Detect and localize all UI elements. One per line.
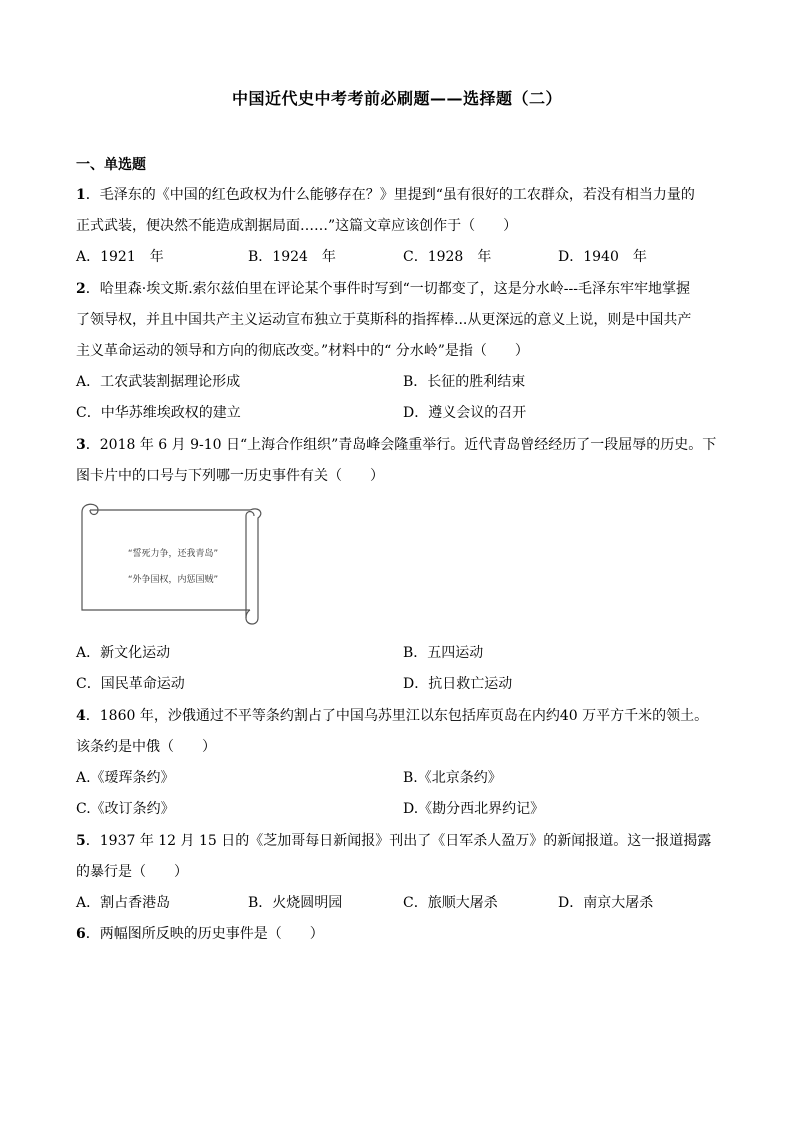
q1-option-d: D．1940 年 <box>558 249 647 265</box>
q4-line-1: 4．1860 年，沙俄通过不平等条约割占了中国乌苏里江以东包括库页岛在内约40 万平方千米的领土。 <box>76 708 709 724</box>
q3-option-d: D．抗日救亡运动 <box>403 676 513 692</box>
q1-option-c: C．1928 年 <box>403 249 492 265</box>
q4-option-d: D.《勘分西北界约记》 <box>403 801 545 817</box>
q6-number: 6 <box>76 926 86 942</box>
q1-line-2: 正式武装，便决然不能造成割据局面……”这篇文章应该创作于（ ） <box>76 218 518 234</box>
q4-number: 4 <box>76 708 86 724</box>
q1-number: 1 <box>76 187 86 203</box>
page-title: 中国近代史中考考前必刷题——选择题（二） <box>231 89 562 108</box>
q3-option-a: A．新文化运动 <box>76 645 171 661</box>
q3-line-2: 图卡片中的口号与下列哪一历史事件有关（ ） <box>76 468 384 484</box>
q5-line-1: 5．1937 年 12 月 15 日的《芝加哥每日新闻报》刊出了《日军杀人盈万》的新闻报道。这一报道揭露 <box>76 833 712 849</box>
q1-option-b: B．1924 年 <box>248 249 336 265</box>
q2-option-a: A．工农武装割据理论形成 <box>76 374 241 390</box>
q6-line-1: 6．两幅图所反映的历史事件是（ ） <box>76 926 324 942</box>
q5-line-2: 的暴行是（ ） <box>76 864 188 880</box>
slogan-scroll-card <box>78 500 268 628</box>
q5-option-c: C．旅顺大屠杀 <box>403 895 498 911</box>
q3-option-b: B．五四运动 <box>403 645 484 661</box>
q2-line-2: 了领导权，并且中国共产主义运动宣布独立于莫斯科的指挥棒...从更深远的意义上说，则是中国共产 <box>76 312 692 328</box>
q4-option-b: B.《北京条约》 <box>403 770 502 786</box>
q5-option-d: D．南京大屠杀 <box>558 895 654 911</box>
q5-option-a: A．割占香港岛 <box>76 895 171 911</box>
q3-number: 3 <box>76 437 86 453</box>
section-heading: 一、单选题 <box>76 157 146 173</box>
q2-number: 2 <box>76 281 86 297</box>
q1-line-1: 1．毛泽东的《中国的红色政权为什么能够存在？》里提到“虽有很好的工农群众，若没有相当力量的 <box>76 187 695 203</box>
scroll-illustration <box>78 500 268 628</box>
q2-option-b: B．长征的胜利结束 <box>403 374 526 390</box>
q2-option-d: D．遵义会议的召开 <box>403 405 527 421</box>
card-slogan-1: “誓死力争，还我青岛” <box>127 549 219 559</box>
card-slogan-2: “外争国权，内惩国贼” <box>127 575 219 585</box>
q4-option-a: A.《瑷珲条约》 <box>76 770 175 786</box>
q2-line-3: 主义革命运动的领导和方向的彻底改变。”材料中的“ 分水岭”是指（ ） <box>76 343 529 359</box>
q4-option-c: C.《改订条约》 <box>76 801 175 817</box>
q1-option-a: A．1921 年 <box>76 249 164 265</box>
q5-number: 5 <box>76 833 86 849</box>
q2-option-c: C．中华苏维埃政权的建立 <box>76 405 241 421</box>
q2-line-1: 2．哈里森·埃文斯.索尔兹伯里在评论某个事件时写到“一切都变了，这是分水岭---毛泽东牢牢地掌握 <box>76 281 690 297</box>
q4-line-2: 该条约是中俄（ ） <box>76 739 216 755</box>
q5-option-b: B．火烧圆明园 <box>248 895 343 911</box>
q3-option-c: C．国民革命运动 <box>76 676 185 692</box>
q3-line-1: 3．2018 年 6 月 9-10 日“上海合作组织”青岛峰会隆重举行。近代青岛曾经经历了一段屈辱的历史。下 <box>76 437 717 453</box>
